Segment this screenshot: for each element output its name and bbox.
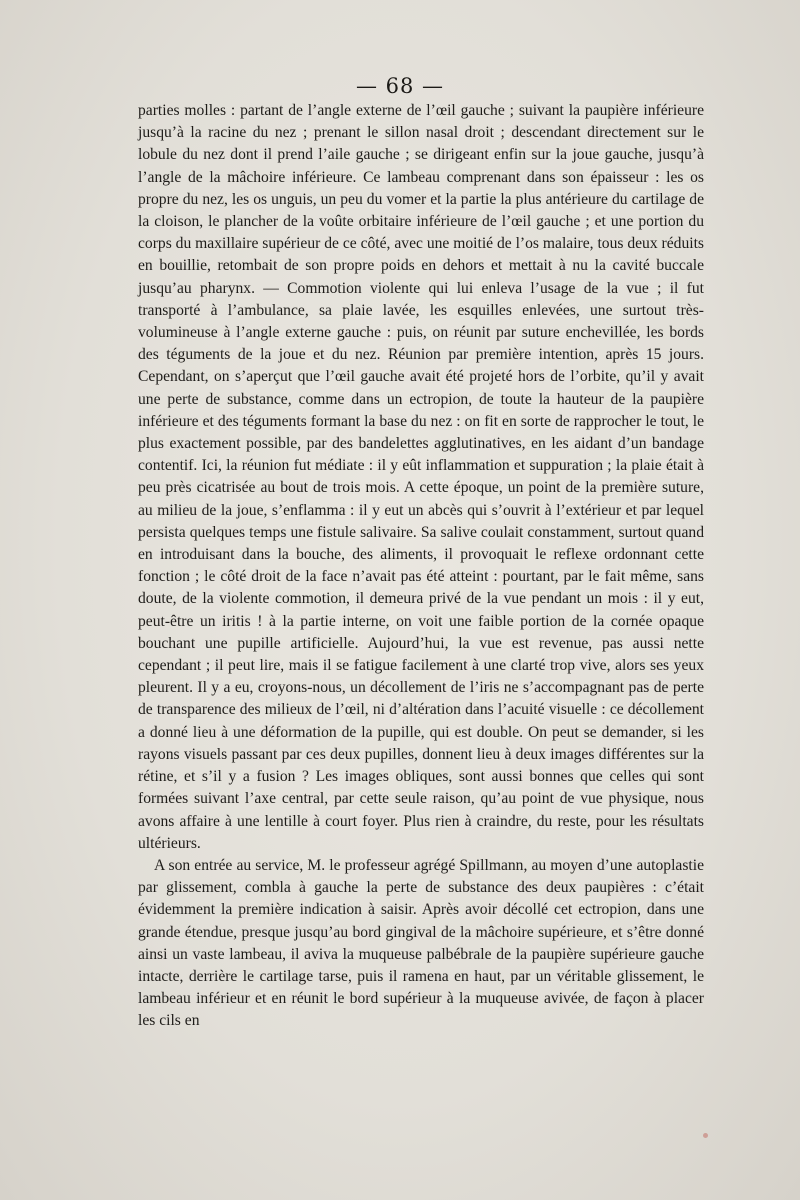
ink-spot	[703, 1133, 708, 1138]
paragraph: A son entrée au service, M. le professeur agrégé Spillmann, au moyen d’une autoplastie par glissement, combla à gauche la perte de substance des deux paupières : c’était évidemment la première indication à saisir. Après avoir décollé cet ectropion, dans une grande étendue, presque jusqu’au bord gingival de la mâchoire supérieure, et s’être donné ainsi un vaste lambeau, il aviva la muqueuse palbébrale de la paupière supérieure gauche intacte, derrière le cartilage tarse, puis il ramena en haut, par un véritable glissement, le lambeau inférieur et en réunit le bord supérieur à la muqueuse avivée, de façon à placer les cils en	[138, 856, 704, 1030]
paragraph: parties molles : partant de l’angle externe de l’œil gauche ; suivant la paupière inférieure jusqu’à la racine du nez ; prenant le sillon nasal droit ; descendant directement sur le lobule du nez dont il prend l’aile gauche ; se dirigeant enfin sur la joue gauche, jusqu’à l’angle de la mâchoire inférieure. Ce lambeau comprenant dans son épaisseur : les os propre du nez, les os unguis, un peu du vomer et la partie la plus antérieure du cartilage de la cloison, le plancher de la voûte orbitaire inférieure de l’œil gauche ; et une portion du corps du maxillaire supérieur de ce côté, avec une moitié de l’os malaire, tous deux réduits en bouillie, retombait de son propre poids en dehors et mettait à nu la cavité buccale jusqu’au pharynx. — Commotion violente qui lui enleva l’usage de la vue ; il fut transporté à l’ambulance, sa plaie lavée, les esquilles enlevées, une surtout très-volumineuse à l’angle externe gauche : puis, on réunit par suture enchevillée, les bords des téguments de la joue et du nez. Réunion par première intention, après 15 jours. Cependant, on s’aperçut que l’œil gauche avait été projeté hors de l’orbite, qu’il y avait une perte de substance, comme dans un ectropion, de toute la hauteur de la paupière inférieure et des téguments formant la base du nez : on fit en sorte de rapprocher le tout, le plus exactement possible, par des bandelettes agglutinatives, en les aidant d’un bandage contentif. Ici, la réunion fut médiate : il y eût inflammation et suppuration ; la plaie était à peu près cicatrisée au bout de trois mois. A cette époque, un point de la première suture, au milieu de la joue, s’enflamma : il y eut un abcès qui s’ouvrit à l’extérieur et par lequel persista quelques temps une fistule salivaire. Sa salive coulait constamment, surtout quand en introduisant dans la bouche, des aliments, il provoquait le reflexe ordonnant cette fonction ; le côté droit de la face n’avait pas été atteint : pourtant, par le fait même, sans doute, de la violente commotion, il demeura privé de la vue pendant un mois : il y eut, peut-être un iritis ! à la partie interne, on voit une faible portion de la cornée opaque bouchant une pupille artificielle. Aujourd’hui, la vue est revenue, pas aussi nette cependant ; il peut lire, mais il se fatigue facilement à une clarté trop vive, alors ses yeux pleurent. Il y a eu, croyons-nous, un décollement de l’iris ne s’accompagnant pas de perte de transparence des milieux de l’œil, ni d’altération dans l’acuité visuelle : ce décollement a donné lieu à une déformation de la pupille, qui est double. On peut se demander, si les rayons visuels passant par ces deux pupilles, donnent lieu à deux images différentes sur la rétine, et s’il y a fusion ? Les images obliques, sont aussi bonnes que celles qui sont formées suivant l’axe central, par cette seule raison, qu’au point de vue physique, nous avons affaire à une lentille à court foyer. Plus rien à craindre, du reste, pour les résultats ultérieurs.	[138, 102, 704, 852]
page-number: — 68 —	[355, 74, 445, 98]
page-body	[138, 100, 704, 1033]
